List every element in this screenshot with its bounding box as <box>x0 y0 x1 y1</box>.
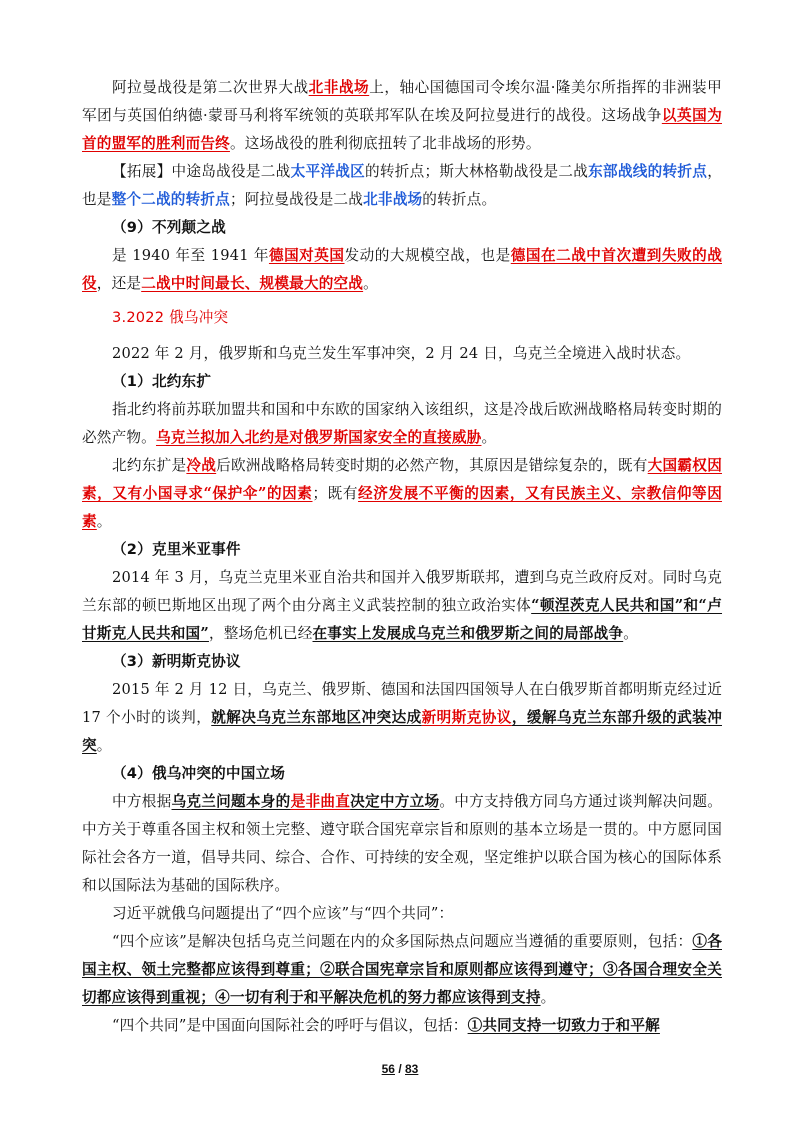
highlight: 决定中方立场 <box>350 793 440 810</box>
text: 的转折点；斯大林格勒战役是二战 <box>364 163 589 180</box>
text: ；阿拉曼战役是二战 <box>229 191 364 208</box>
page-separator: / <box>394 1062 405 1076</box>
heading-nato-expansion: （1）北约东扩 <box>112 373 212 390</box>
current-page: 56 <box>381 1062 395 1076</box>
text: 上，轴心国德国司令埃尔温·隆美尔所指挥的非洲装甲军团与英国伯纳德·蒙哥马利将军统领的英联邦军队在埃及阿拉曼进行的战役。这场战争 <box>82 79 722 124</box>
text: 。 <box>363 275 378 292</box>
text: ，还是 <box>96 275 142 292</box>
heading-battle-of-britain: （9）不列颠之战 <box>112 219 226 236</box>
highlight: 经济发展不平衡的因素，又有民族主义、宗教信仰等因素 <box>82 485 722 530</box>
text: “四个共同”是中国面向国际社会的呼吁与倡议，包括： <box>112 1017 468 1034</box>
highlight: 整个二战的转折点 <box>111 191 230 208</box>
text: 北约东扩是 <box>112 457 187 474</box>
paragraph-nato-causes <box>82 452 722 536</box>
paragraph-alamein <box>82 74 722 158</box>
text: 。 <box>481 429 497 446</box>
highlight: 在事实上发展成乌克兰和俄罗斯之间的局部战争 <box>312 625 624 642</box>
paragraph-conflict-intro: 2022 年 2 月，俄罗斯和乌克兰发生军事冲突，2 月 24 日，乌克兰全境进入战时状态。 <box>112 345 691 362</box>
paragraph-nato-definition <box>82 396 722 452</box>
text: ；既有 <box>312 485 359 502</box>
page-number-footer <box>0 1062 800 1076</box>
paragraph-four-shoulds <box>82 928 722 1012</box>
paragraph-crimea <box>82 564 722 648</box>
text: 2015 年 2 月 12 日，乌克兰、俄罗斯、德国和法国四国领导人在白俄罗斯首都明斯克经过近 17 个小时的谈判， <box>82 681 722 726</box>
heading-china-position: （4）俄乌冲突的中国立场 <box>112 765 286 782</box>
paragraph-china-position <box>82 788 722 900</box>
paragraph-battle-of-britain <box>82 242 722 298</box>
text: 指北约将前苏联加盟共和国和中东欧的国家纳入该组织，这是冷战后欧洲战略格局转变时期的必然产物。 <box>82 401 722 446</box>
section-heading-russia-ukraine <box>82 304 722 332</box>
text: 的转折点。 <box>422 191 497 208</box>
text: 。 <box>96 513 112 530</box>
highlight: 二战中时间最长、规模最大的空战 <box>141 275 364 292</box>
text: “四个应该”是解决包括乌克兰问题在内的众多国际热点问题应当遵循的重要原则，包括： <box>112 933 693 950</box>
highlight: 太平洋战区 <box>290 163 365 180</box>
highlight: 冷战 <box>186 457 217 474</box>
highlight: 北非战场 <box>363 191 423 208</box>
highlight: ①共同支持一切致力于和平解 <box>467 1017 660 1034</box>
text: ，整场危机已经 <box>208 625 313 642</box>
highlight: 德国对英国 <box>268 247 345 264</box>
highlight: 就解决乌克兰东部地区冲突达成 <box>211 709 422 726</box>
highlight: 大国霸权因素，又有小国寻求“保护伞”的因素 <box>82 457 722 502</box>
highlight: 德国在二战中首次遭到失败的战役 <box>82 247 722 292</box>
heading-crimea: （2）克里米亚事件 <box>112 541 241 558</box>
text: 。 <box>623 625 638 642</box>
page-body <box>82 74 722 1040</box>
text: ，也是 <box>82 163 722 208</box>
text: 。 <box>96 737 112 754</box>
text: 。中方支持俄方同乌方通过谈判解决问题。中方关于尊重各国主权和领土完整、遵守联合国宪章宗旨和原则的基本立场是一贯的。中方愿同国际社会各方一道，倡导共同、综合、合作、可持续的安全观，坚定维护以联合国为核心的国际体系和以国际法为基础的国际秩序。 <box>82 793 723 894</box>
text: 【拓展】中途岛战役是二战 <box>112 163 291 180</box>
highlight: ，缓解乌克兰东部升级的武装冲突 <box>82 709 722 754</box>
highlight: 乌克兰拟加入北约是对俄罗斯国家安全的直接威胁 <box>155 429 482 446</box>
highlight: 乌克兰问题本身的 <box>171 793 291 810</box>
highlight: 以英国为首的盟军的胜利而告终 <box>82 107 722 152</box>
text: 阿拉曼战役是第二次世界大战 <box>112 79 309 96</box>
text: 发动的大规模空战，也是 <box>344 247 511 264</box>
highlight: ①各国主权、领土完整都应该得到尊重；②联合国宪章宗旨和原则都应该得到遵守；③各国合理安全关切都应该得到重视；④一切有利于和平解决危机的努力都应该得到支持 <box>82 933 722 1006</box>
highlight: 是非曲直 <box>290 793 351 810</box>
paragraph-minsk <box>82 676 722 760</box>
total-pages: 83 <box>405 1062 419 1076</box>
paragraph-xi-proposals: 习近平就俄乌问题提出了“四个应该”与“四个共同”： <box>112 905 454 922</box>
highlight: 北非战场 <box>308 79 370 96</box>
highlight: “顿涅茨克人民共和国”和“卢甘斯克人民共和国” <box>82 597 723 642</box>
highlight: 东部战线的转折点 <box>588 163 708 180</box>
heading-minsk: （3）新明斯克协议 <box>112 653 241 670</box>
text: 后欧洲战略格局转变时期的必然产物，其原因是错综复杂的，既有 <box>216 457 648 474</box>
paragraph-four-commons <box>82 1012 722 1040</box>
paragraph-extension <box>82 158 722 214</box>
text: 。 <box>540 989 556 1006</box>
text: 2014 年 3 月，乌克兰克里米亚自治共和国并入俄罗斯联邦，遭到乌克兰政府反对。同时乌克兰东部的顿巴斯地区出现了两个由分离主义武装控制的独立政治实体 <box>82 569 722 614</box>
highlight: 新明斯克协议 <box>421 709 512 726</box>
section-title: 3.2022 俄乌冲突 <box>112 309 229 326</box>
text: 中方根据 <box>112 793 172 810</box>
text: 。这场战役的胜利彻底扭转了北非战场的形势。 <box>229 135 541 152</box>
text: 是 1940 年至 1941 年 <box>112 247 269 264</box>
